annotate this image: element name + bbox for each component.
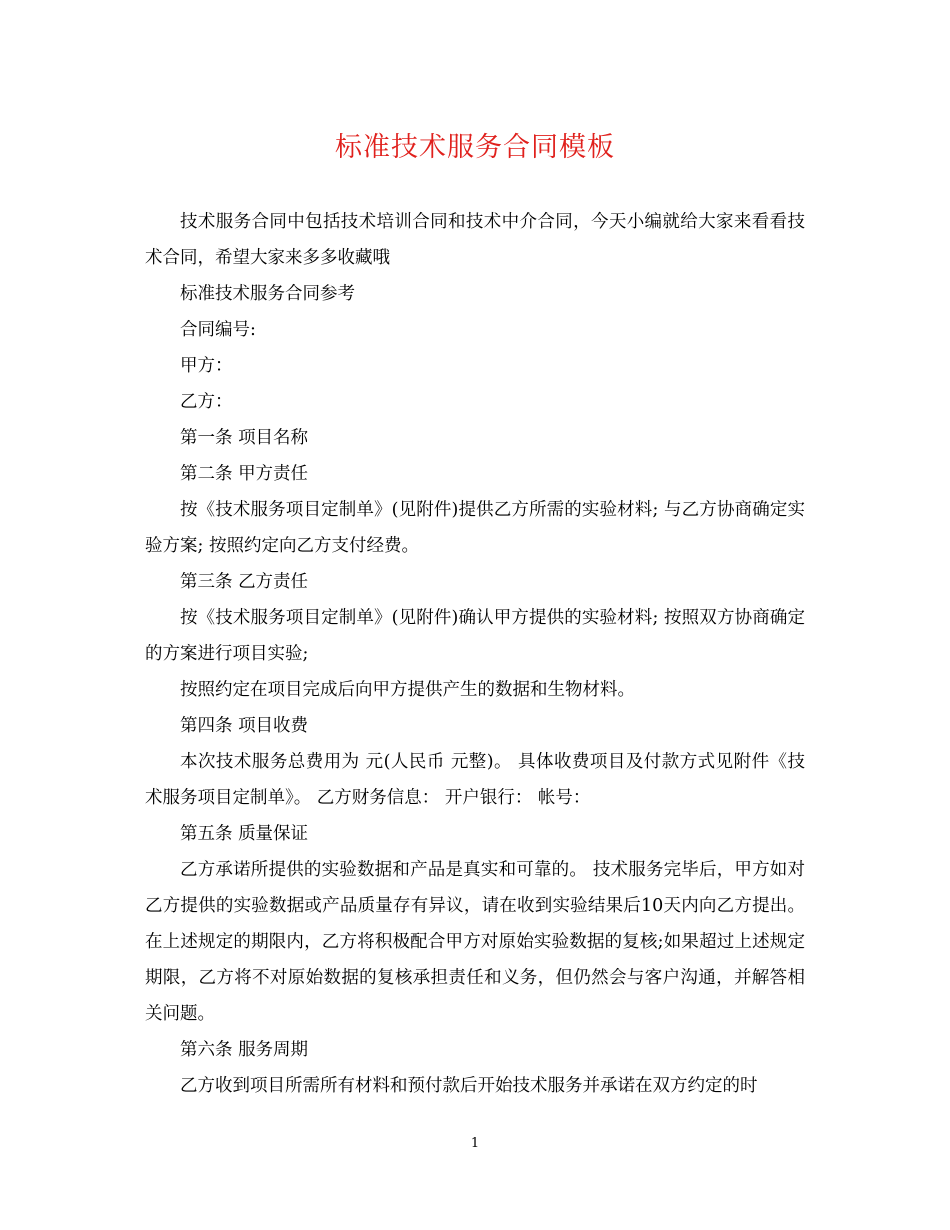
article-6-text: 乙方收到项目所需所有材料和预付款后开始技术服务并承诺在双方约定的时 <box>180 1076 758 1096</box>
document-title: 标准技术服务合同模板 <box>335 132 615 163</box>
article-3-text-1: 按《技术服务项目定制单》(见附件)确认甲方提供的实验材料; 按照双方协商确定的方案进行项目实验; <box>145 608 805 664</box>
intro-paragraph: 技术服务合同中包括技术培训合同和技术中介合同，今天小编就给大家来看看技术合同，希望大家来多多收藏哦 <box>145 212 805 268</box>
party-b-line: 乙方： <box>180 392 233 412</box>
article-5-text: 乙方承诺所提供的实验数据和产品是真实和可靠的。 技术服务完毕后，甲方如对乙方提供的实验数据或产品质量存有异议，请在收到实验结果后10天内向乙方提出。在上述规定的期限内，乙方将积极配合甲方对原始实验数据的复核;如果超过上述规定期限，乙方将不对原始数据的复核承担责任和义务，但仍然会与客户沟通，并解答相关问题。 <box>145 860 805 1024</box>
party-a-line: 甲方： <box>180 356 233 376</box>
article-4-text: 本次技术服务总费用为 元(人民币 元整)。 具体收费项目及付款方式见附件《技术服务项目定制单》。 乙方财务信息： 开户银行： 帐号： <box>145 752 805 808</box>
article-1-heading: 第一条 项目名称 <box>180 428 309 448</box>
contract-number-line: 合同编号: <box>180 320 256 340</box>
subheading-reference: 标准技术服务合同参考 <box>180 284 355 304</box>
article-6-heading: 第六条 服务周期 <box>180 1040 309 1060</box>
article-3-heading: 第三条 乙方责任 <box>180 572 309 592</box>
article-5-heading: 第五条 质量保证 <box>180 824 309 844</box>
article-2-heading: 第二条 甲方责任 <box>180 464 309 484</box>
article-2-text: 按《技术服务项目定制单》(见附件)提供乙方所需的实验材料; 与乙方协商确定实验方案; 按照约定向乙方支付经费。 <box>145 500 805 556</box>
document-body <box>145 204 805 1104</box>
article-4-heading: 第四条 项目收费 <box>180 716 309 736</box>
article-3-text-2: 按照约定在项目完成后向甲方提供产生的数据和生物材料。 <box>180 680 635 700</box>
page-number: 1 <box>470 1136 480 1151</box>
